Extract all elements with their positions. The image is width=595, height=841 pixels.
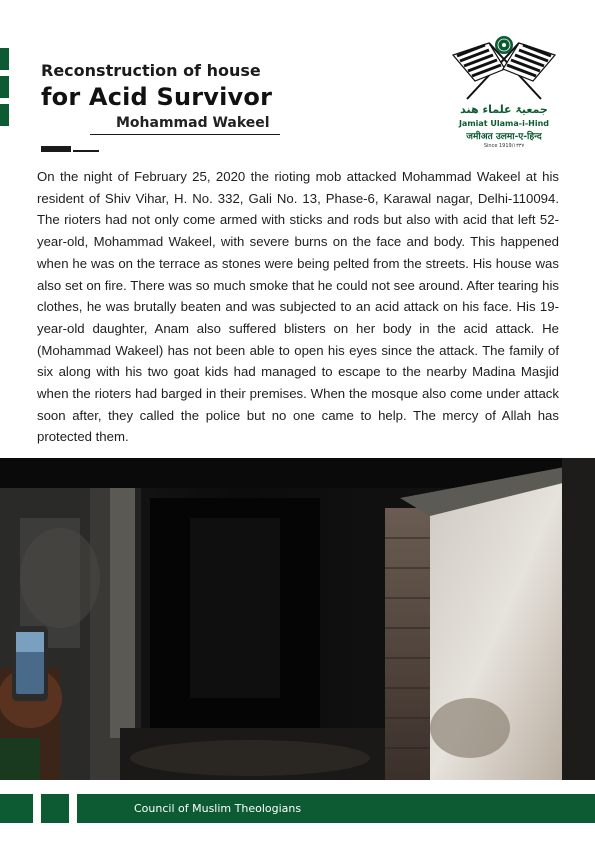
edge-tab	[0, 76, 9, 98]
title-line-1: Reconstruction of house	[41, 61, 261, 80]
edge-tab	[0, 104, 9, 126]
title-block	[41, 60, 301, 112]
title-line-2: for Acid Survivor	[41, 83, 273, 111]
logo-hindi-text: जमीअत उलमा-ए-हिन्द	[466, 132, 542, 142]
burnt-house-photo	[0, 458, 595, 780]
footer-tab	[0, 794, 33, 823]
title-rule-thin	[73, 150, 99, 152]
edge-tab	[0, 48, 9, 70]
footer-organization: Council of Muslim Theologians	[134, 802, 302, 815]
survivor-name: Mohammad Wakeel	[116, 115, 270, 131]
logo-urdu-text: جمعیۃ علماء ھند	[460, 103, 548, 116]
logo-since-text: Since 1919/١٣٣٧	[483, 143, 525, 149]
jamiat-logo	[445, 33, 563, 153]
logo-english-text: Jamiat Ulama-i-Hind	[458, 119, 550, 128]
burnt-interior-image	[0, 458, 595, 780]
title-rule-bold	[41, 146, 71, 152]
crossed-flags-icon	[445, 33, 563, 103]
title-underline	[90, 134, 280, 135]
story-paragraph: On the night of February 25, 2020 the rioting mob attacked Mohammad Wakeel at his resident of Shiv Vihar, H. No. 332, Gali No. 13, Phase-6, Karawal nagar, Delhi-110094. The rioters had not only come armed with sticks and rods but also with acid that left 52-year-old, Mohammad Wakeel, with severe burns on the face and body. This happened when he was on the terrace as stones were being pelted from the streets. His house was also set on fire. There was so much smoke that he could not see around. After tearing his clothes, he was brutally beaten and was subjected to an acid attack on his face. His 19-year-old daughter, Anam also suffered blisters on her body in the acid attack. He (Mohammad Wakeel) has not been able to open his eyes since the attack. The family of six along with his two goat kids had managed to escape to the nearby Madina Masjid when the rioters had barged in their premises. When the mosque also come under attack soon after, they called the police but no one came to help. The mercy of Allah has protected them.	[37, 169, 559, 445]
footer-tab	[41, 794, 69, 823]
